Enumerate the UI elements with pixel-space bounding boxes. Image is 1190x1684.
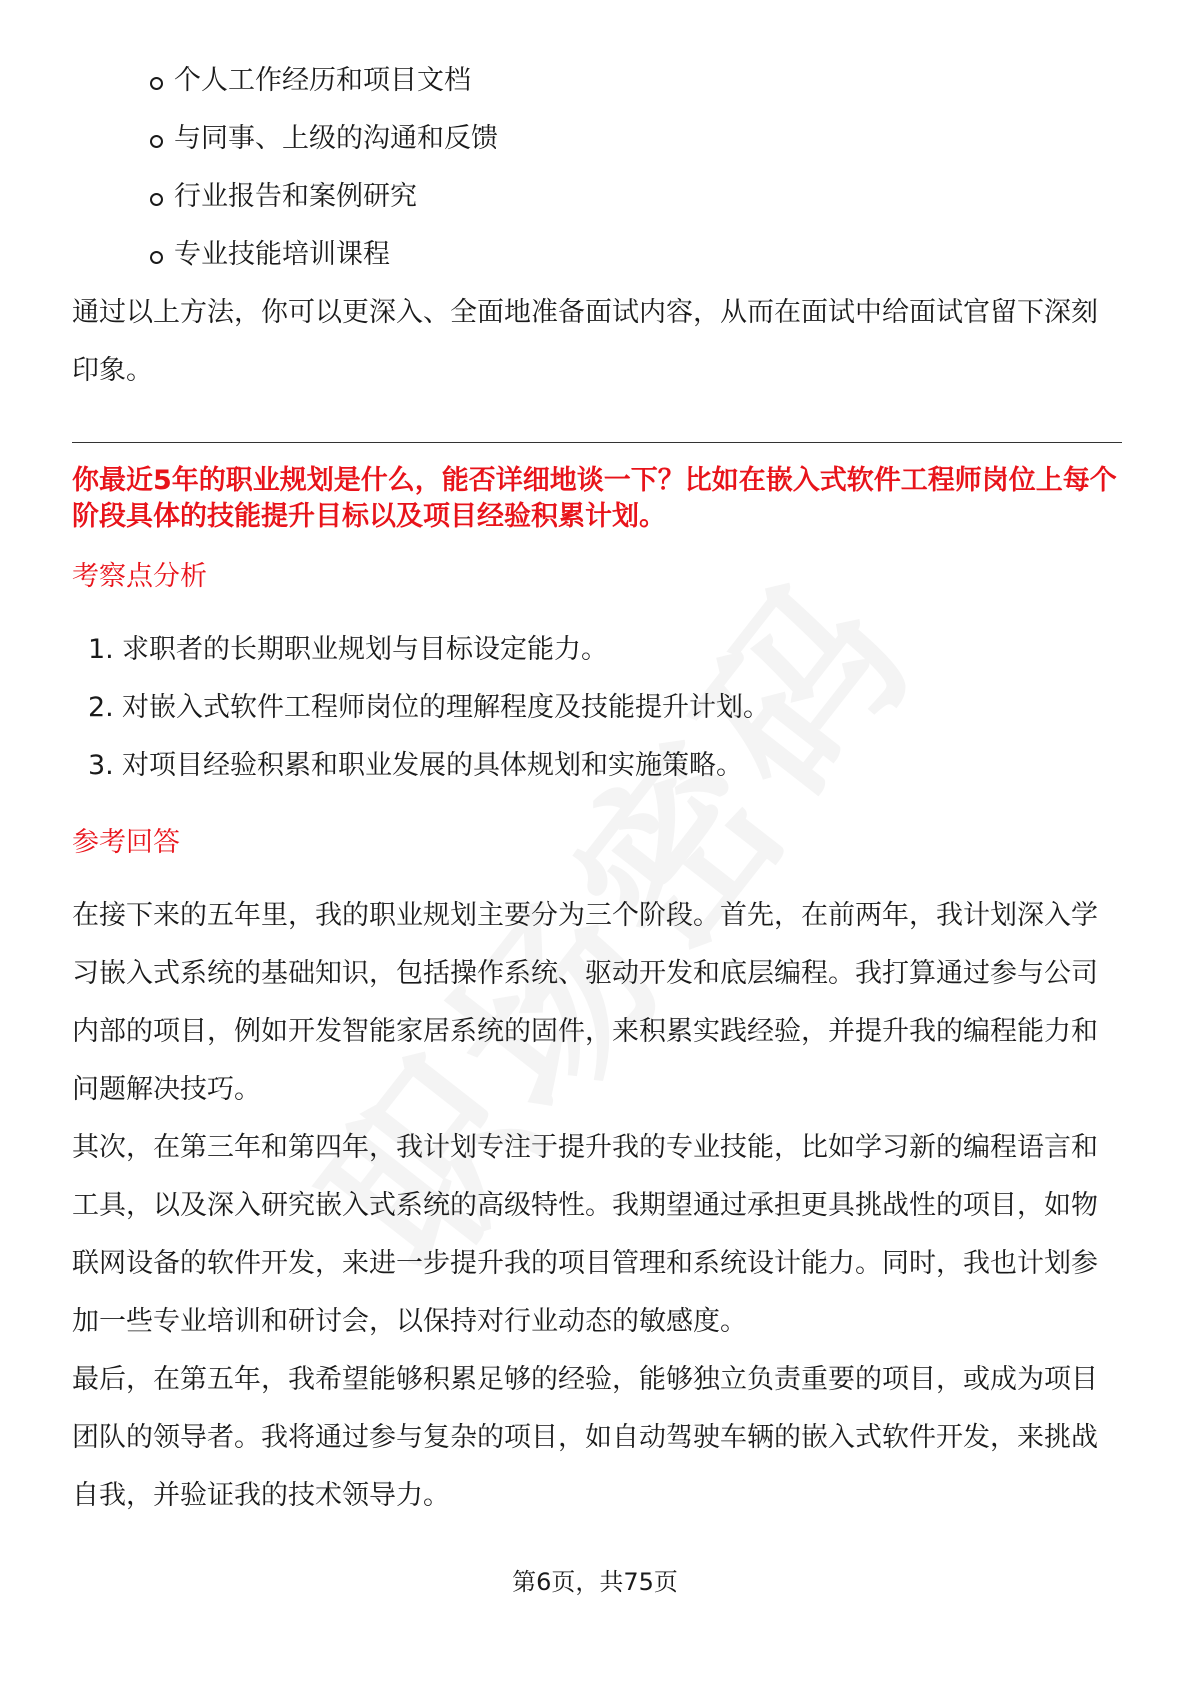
answer-heading: 参考回答 [72,827,180,858]
intro-paragraph: 通过以上方法，你可以更深入、全面地准备面试内容，从而在面试中给面试官留下深刻印象。 [72,297,1098,386]
answer-paragraph: 最后，在第五年，我希望能够积累足够的经验，能够独立负责重要的项目，或成为项目团队的领导者。我将通过参与复杂的项目，如自动驾驶车辆的嵌入式软件开发，来挑战自我，并验证我的技术领导力。 [72,1364,1098,1511]
item-text: 对嵌入式软件工程师岗位的理解程度及技能提升计划。 [122,692,770,723]
interview-question: 你最近5年的职业规划是什么，能否详细地谈一下？比如在嵌入式软件工程师岗位上每个阶段具体的技能提升目标以及项目经验积累计划。 [72,465,1117,532]
section-divider [72,442,1122,443]
page-content [72,52,1122,1525]
item-text: 求职者的长期职业规划与目标设定能力。 [122,634,608,665]
list-item: 个人工作经历和项目文档 [150,52,1122,110]
analysis-heading: 考察点分析 [72,561,207,592]
item-number: 2. [88,692,114,723]
list-item [88,621,1122,679]
list-item: 与同事、上级的沟通和反馈 [150,110,1122,168]
list-item [88,679,1122,737]
list-item [88,737,1122,795]
analysis-list [72,621,1122,795]
answer-paragraph: 其次，在第三年和第四年，我计划专注于提升我的专业技能，比如学习新的编程语言和工具，以及深入研究嵌入式系统的高级特性。我期望通过承担更具挑战性的项目，如物联网设备的软件开发，来进一步提升我的项目管理和系统设计能力。同时，我也计划参加一些专业培训和研讨会，以保持对行业动态的敏感度。 [72,1132,1098,1337]
list-item: 专业技能培训课程 [150,226,1122,284]
item-number: 3. [88,750,114,781]
item-number: 1. [88,634,114,665]
resource-bullet-list [72,52,1122,284]
answer-paragraph: 在接下来的五年里，我的职业规划主要分为三个阶段。首先，在前两年，我计划深入学习嵌入式系统的基础知识，包括操作系统、驱动开发和底层编程。我打算通过参与公司内部的项目，例如开发智能家居系统的固件，来积累实践经验，并提升我的编程能力和问题解决技巧。 [72,900,1098,1105]
item-text: 对项目经验积累和职业发展的具体规划和实施策略。 [122,750,743,781]
list-item: 行业报告和案例研究 [150,168,1122,226]
page-number-footer: 第6页，共75页 [512,1568,678,1596]
